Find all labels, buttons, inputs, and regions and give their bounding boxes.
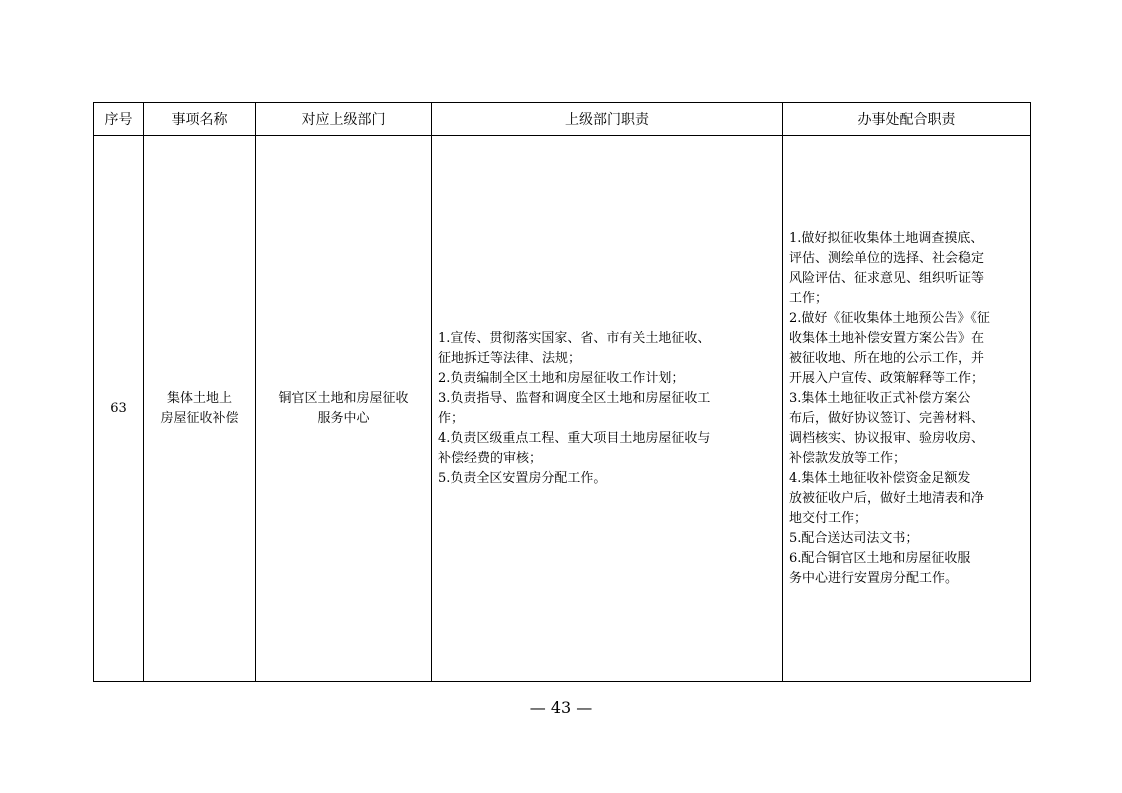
superior-duty-line: 4.负责区级重点工程、重大项目土地房屋征收与: [438, 430, 711, 446]
superior-duty-line: 补偿经费的审核；: [438, 450, 543, 466]
office-duty-line: 调档核实、协议报审、验房收房、: [789, 430, 985, 446]
item-name-line: 集体土地上: [166, 390, 232, 406]
cell-index: 63: [94, 136, 144, 682]
table-header-row: [94, 103, 1031, 136]
office-duty-line: 风险评估、征求意见、组织听证等: [789, 270, 985, 286]
superior-duty-line: 2.负责编制全区土地和房屋征收工作计划；: [438, 370, 685, 386]
table-row: [94, 136, 1031, 682]
superior-duty-line: 3.负责指导、监督和调度全区土地和房屋征收工: [438, 390, 711, 406]
superior-duty-line: 1.宣传、贯彻落实国家、省、市有关土地征收、: [438, 330, 711, 346]
header-office-duties: 办事处配合职责: [783, 103, 1031, 136]
office-duty-line: 4.集体土地征收补偿资金足额发: [789, 470, 971, 486]
office-duty-line: 评估、测绘单位的选择、社会稳定: [789, 250, 985, 266]
superior-duty-line: 作；: [438, 410, 465, 426]
office-duty-line: 务中心进行安置房分配工作。: [789, 570, 959, 586]
header-item-name: 事项名称: [144, 103, 256, 136]
office-duty-line: 放被征收户后，做好土地清表和净: [789, 490, 985, 506]
office-duty-line: 6.配合铜官区土地和房屋征收服: [789, 550, 971, 566]
superior-duty-line: 征地拆迁等法律、法规；: [438, 350, 582, 366]
cell-item-name: [144, 136, 256, 682]
header-superior-duties: 上级部门职责: [432, 103, 783, 136]
office-duty-line: 被征收地、所在地的公示工作，并: [789, 350, 985, 366]
office-duty-line: 2.做好《征收集体土地预公告》《征: [789, 310, 990, 326]
office-duty-line: 3.集体土地征收正式补偿方案公: [789, 390, 971, 406]
office-duty-line: 地交付工作；: [789, 510, 868, 526]
duty-table: [93, 102, 1031, 682]
page-number: — 43 —: [529, 698, 593, 717]
superior-dept-line: 服务中心: [317, 410, 370, 426]
item-name-line: 房屋征收补偿: [160, 410, 239, 426]
cell-superior-duties: [432, 136, 783, 682]
header-superior-dept: 对应上级部门: [256, 103, 432, 136]
office-duty-line: 1.做好拟征收集体土地调查摸底、: [789, 230, 984, 246]
office-duty-line: 工作；: [789, 290, 829, 306]
header-index: 序号: [94, 103, 144, 136]
cell-superior-dept: [256, 136, 432, 682]
superior-dept-line: 铜官区土地和房屋征收: [278, 390, 409, 406]
cell-office-duties: [783, 136, 1031, 682]
superior-duty-line: 5.负责全区安置房分配工作。: [438, 470, 607, 486]
office-duty-line: 5.配合送达司法文书；: [789, 530, 919, 546]
office-duty-line: 收集体土地补偿安置方案公告》在: [789, 330, 985, 346]
office-duty-line: 布后，做好协议签订、完善材料、: [789, 410, 985, 426]
office-duty-line: 补偿款发放等工作；: [789, 450, 907, 466]
office-duty-line: 开展入户宣传、政策解释等工作；: [789, 370, 985, 386]
